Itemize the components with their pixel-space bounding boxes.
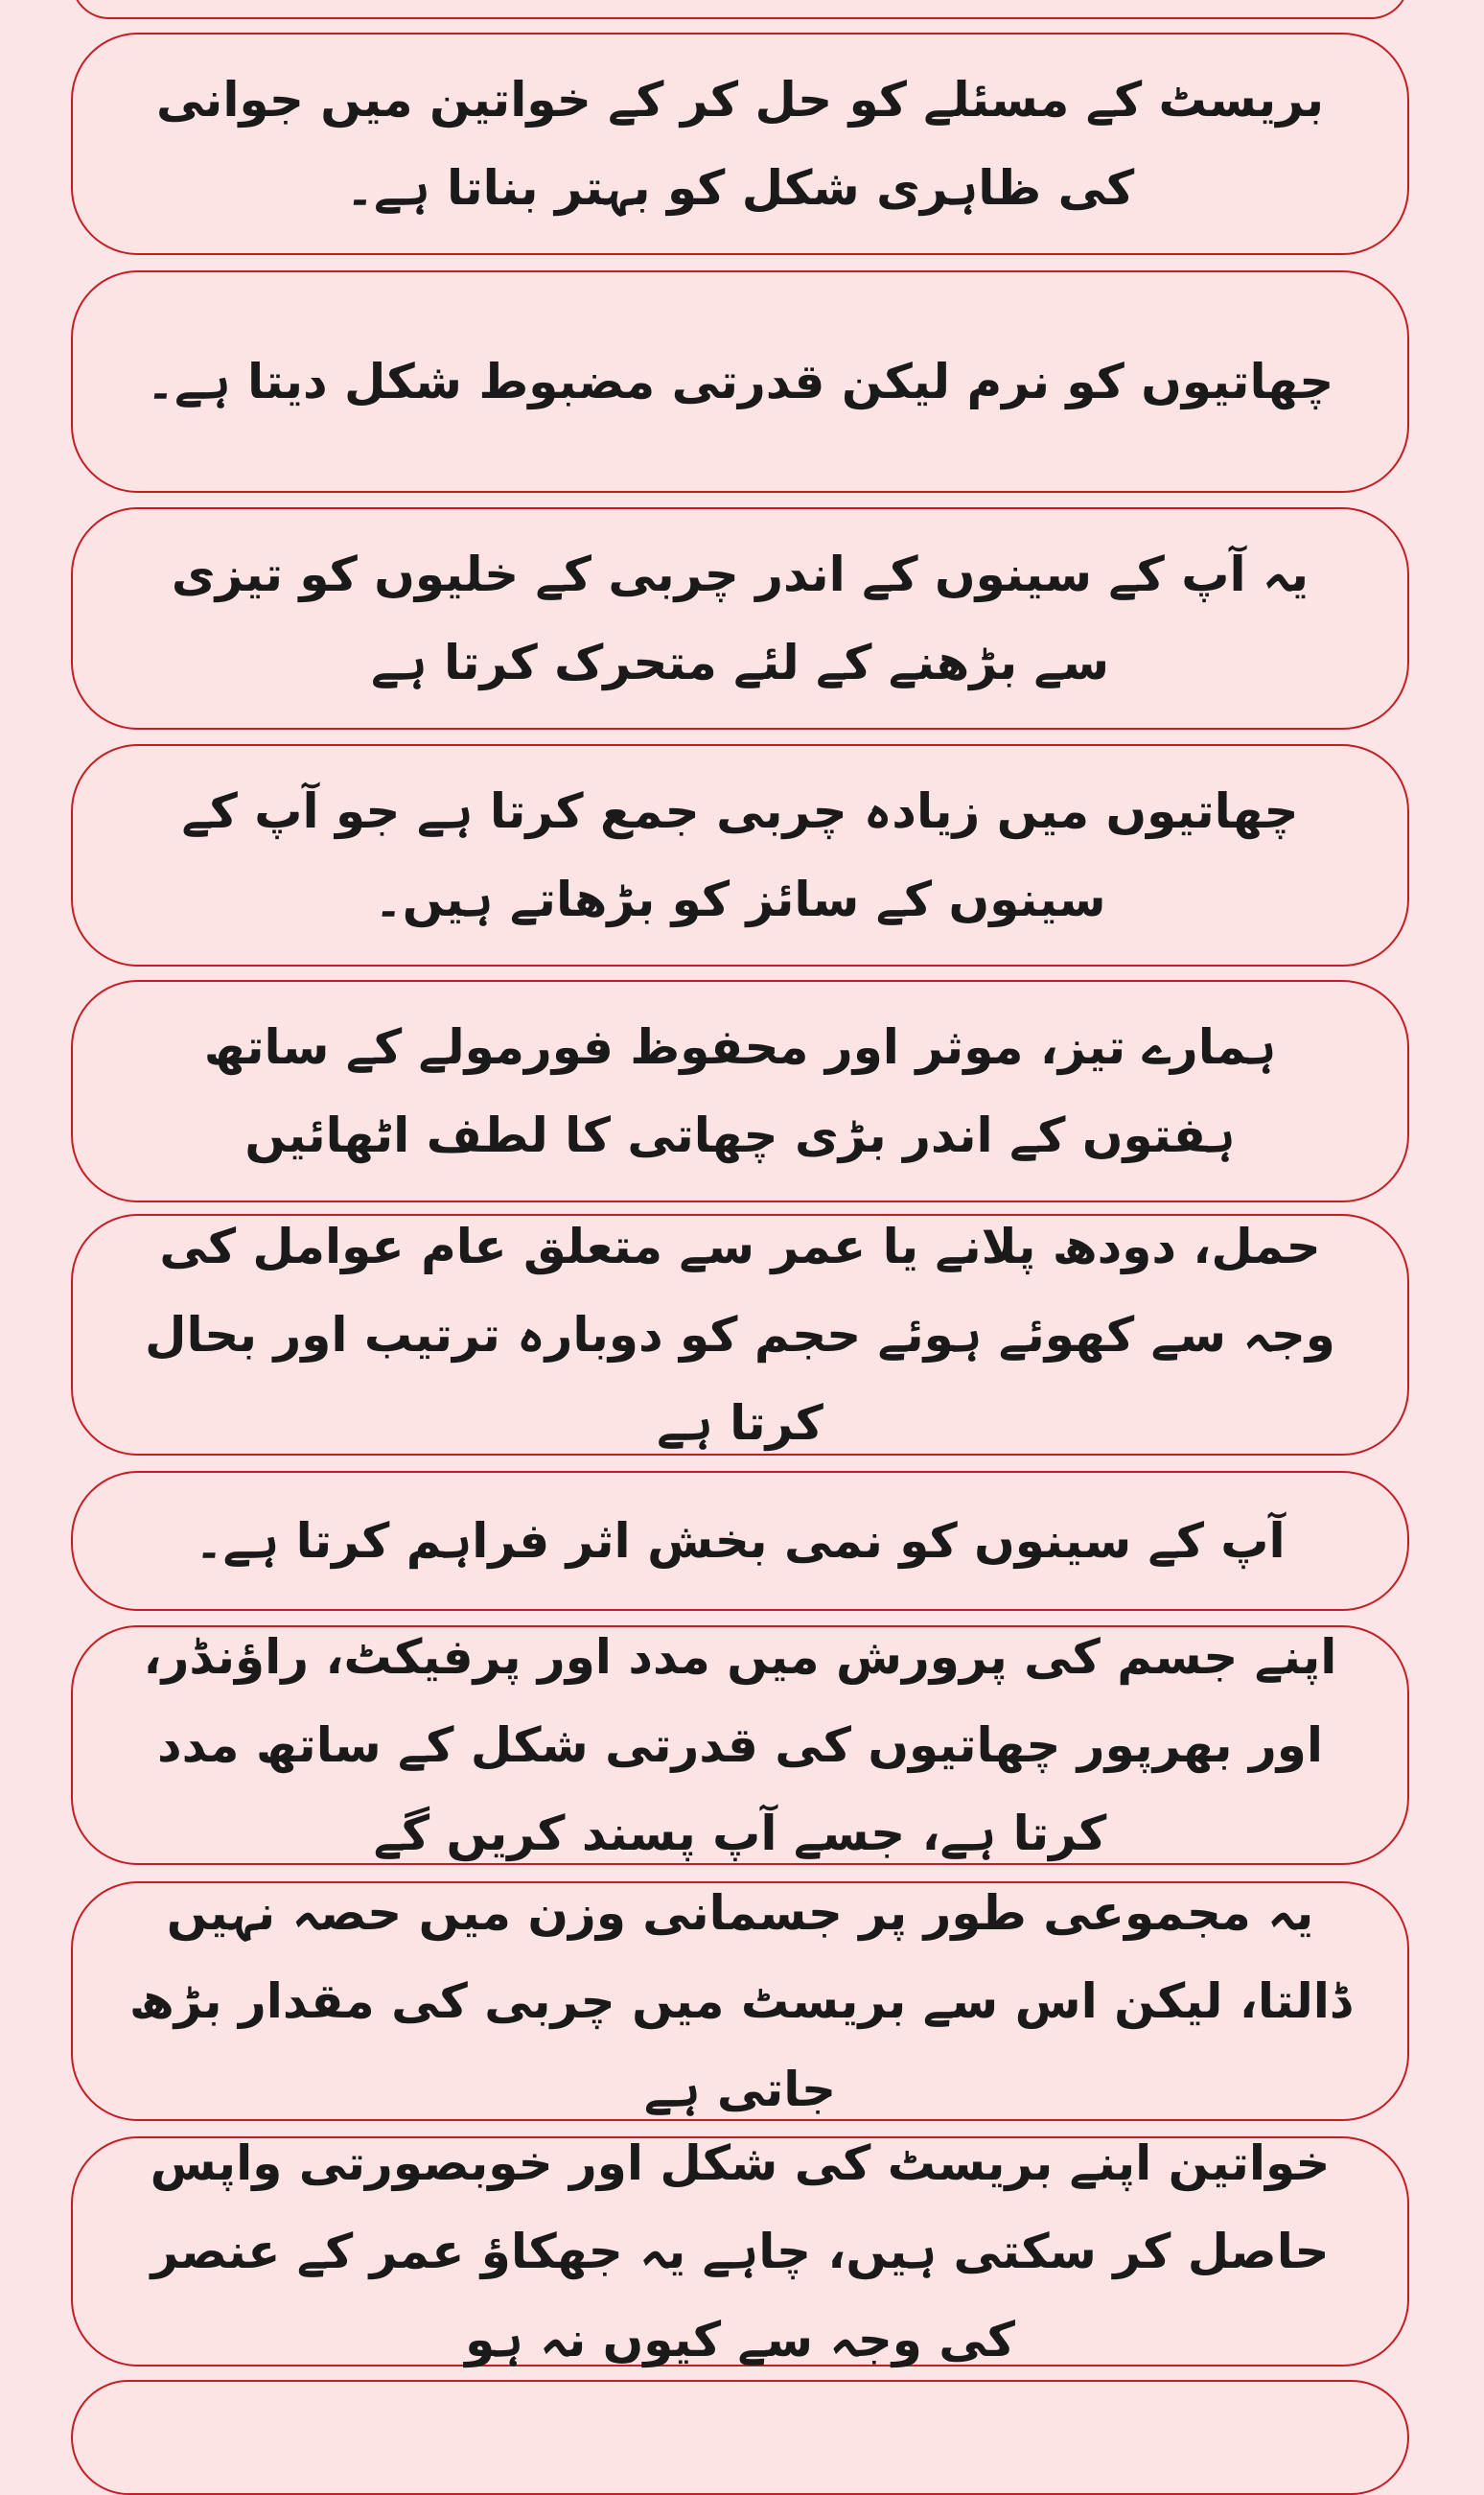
feature-text: بریسٹ کے مسئلے کو حل کر کے خواتین میں جوانی کی ظاہری شکل کو بہتر بناتا ہے۔ [155,72,1325,216]
feature-text: ہمارے تیز، موثر اور محفوظ فورمولے کے ساتھ ہفتوں کے اندر بڑی چھاتی کا لطف اٹھائیں [203,1019,1277,1163]
feature-text: یہ مجموعی طور پر جسمانی وزن میں حصہ نہیں ڈالتا، لیکن اس سے بریسٹ میں چربی کی مقدار بڑھ جاتی ہے [128,1885,1352,2117]
feature-text: چھاتیوں میں زیادہ چربی جمع کرتا ہے جو آپ کے سینوں کے سائز کو بڑھاتے ہیں۔ [181,783,1299,927]
feature-card [71,270,1409,493]
feature-text: یہ آپ کے سینوں کے اندر چربی کے خلیوں کو تیزی سے بڑھنے کے لئے متحرک کرتا ہے [171,547,1310,690]
feature-card [71,33,1409,255]
feature-text: چھاتیوں کو نرم لیکن قدرتی مضبوط شکل دیتا ہے۔ [146,354,1334,409]
feature-card-partial-bottom [71,2380,1409,2495]
feature-card [71,1471,1409,1611]
feature-card [71,1625,1409,1865]
feature-text: اپنے جسم کی پرورش میں مدد اور پرفیکٹ، راؤنڈر، اور بھرپور چھاتیوں کی قدرتی شکل کے ساتھ مدد کرتا ہے، جسے آپ پسند کریں گے [143,1629,1337,1861]
feature-text: حمل، دودھ پلانے یا عمر سے متعلق عام عوامل کی وجہ سے کھوئے ہوئے حجم کو دوبارہ ترتیب اور بحال کرتا ہے [145,1219,1335,1451]
feature-text: آپ کے سینوں کو نمی بخش اثر فراہم کرتا ہے۔ [195,1513,1286,1569]
feature-text: خواتین اپنے بریسٹ کی شکل اور خوبصورتی واپس حاصل کر سکتی ہیں، چاہے یہ جھکاؤ عمر کے عنصر کی وجہ سے کیوں نہ ہو [150,2135,1331,2367]
feature-card-partial-top [71,0,1409,19]
feature-card [71,1214,1409,1456]
feature-card [71,507,1409,730]
feature-card [71,1881,1409,2121]
feature-card [71,2136,1409,2367]
feature-card [71,744,1409,967]
feature-card [71,980,1409,1202]
